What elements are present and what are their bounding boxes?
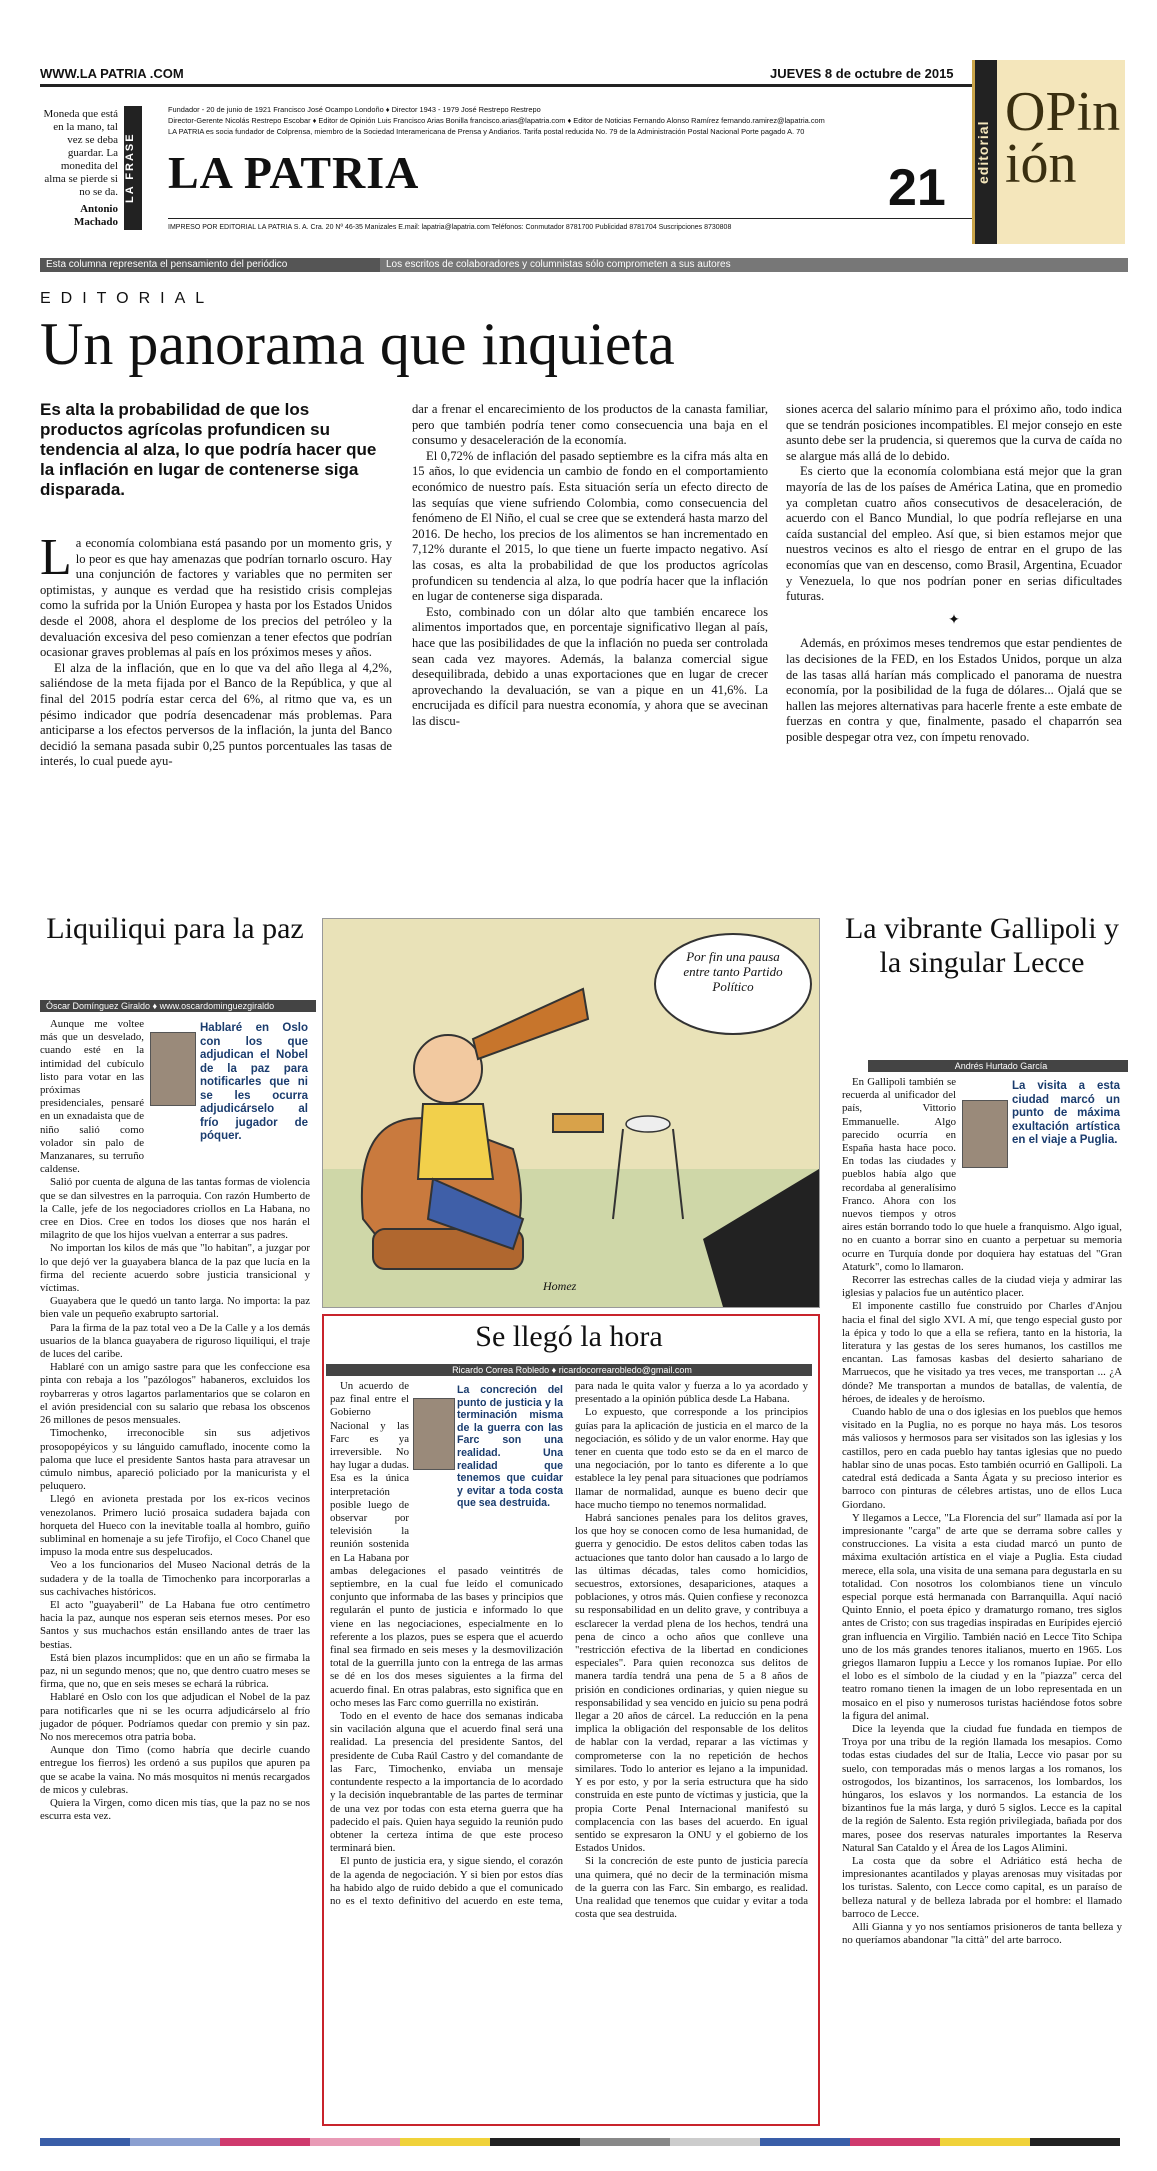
paragraph: Hablaré con un amigo sastre para que les confeccione esa pinta con rebaja a los "pazólogos" habaneros, excluidos los roybarreras y otros lagartos parlamentarios que se colaron en el avión presidencial con su salario que rebasa los obscenos 26 millones de pesos mensuales. [40,1361,310,1427]
editorial-col-3 [786,402,1122,745]
sellego-body [330,1380,808,1921]
liquiliqui-inset [150,1022,310,1170]
liquiliqui-body [40,1018,310,1823]
quote [40,108,118,229]
section-word: OPinión [1005,81,1121,195]
liquiliqui-byline: Óscar Domínguez Giraldo ♦ www.oscardominguezgiraldo [40,1000,316,1012]
issue-date: JUEVES 8 de octubre de 2015 [770,66,954,81]
paragraph: Quiera la Virgen, como dicen mis tías, que la paz no se nos escurra esta vez. [40,1796,310,1823]
editorial-col-1 [40,529,392,770]
gallipoli-pullquote: La visita a esta ciudad marcó un punto de máxima exultación artística en el viaje a Puglia. [1012,1080,1120,1146]
paragraph: Habrá sanciones penales para los delitos graves, los que hoy se conocen como de lesa humanidad, de guerra y genocidio. De estos delitos caben todas las actuaciones que tanto dolor han causado a lo largo de las últimas décadas, tales como homicidios, secuestros, extorsiones, desapariciones, ataques a poblaciones, y otros más. Quien confiese y reconozca su responsabilidad en un delito grave, y contribuya a esclarecer la verdad plena de los hechos, tendrá una pena de cinco a ocho años que conlleve una "restricción efectiva de la libertad en condiciones especiales". Para quien reconozca sus delitos de manera tardía tendrá una pena de 5 a 8 años de prisión en condiciones ordinarias, y quien niegue su responsabilidad y sea vencido en juicio su pena podrá llegar a 20 años de cárcel. La reducción en la pena implica la obligación del responsable de los delitos de hablar con la verdad, reparar a las víctimas y comprometerse con la no repetición de hechos similares. Todo lo anterior es lejano a la impunidad. Y es por esto, y por la seria estructura que ha sido construida en este punto de víctimas y justicia, que la propia Corte Penal Internacional manifestó su complacencia con las bases del acuerdo. En igual sentido se expresaron la ONU y el gobierno de los Estados Unidos. [575,1512,808,1855]
paragraph: No importan los kilos de más que "lo habitan", a juzgar por lo que dejó ver la guayabera blanca de la paz que lucía en la firma del reciente acuerdo sobre justicia transicional y víctimas. [40,1242,310,1295]
paragraph: La costa que da sobre el Adriático está hecha de impresionantes acantilados y playas arenosas muy visitadas por los turistas. Salento, con Lecce como capital, es un paraíso de belleza natural y de belleza labrada por el hombre: el llamado barroco de Lecce. [842,1854,1122,1920]
section-vertical-label: editorial [975,60,997,244]
gallipoli-byline: Andrés Hurtado García [868,1060,1128,1072]
paragraph: Está bien plazos incumplidos: que en un año se firmaba la paz, ni un segundo menos; que no, que dentro cuatro meses se firma, que no, que en seis meses se echará la rúbrica. [40,1651,310,1691]
paragraph: Y llegamos a Lecce, "La Florencia del sur" llamada así por la impresionante "carga" de arte que se derrama sobre calles y construcciones. La visita a esta ciudad marcó un punto de máxima exultación artística en el viaje a Puglia. Esta ciudad merece, ella sola, una visita de una semana para degustarla en su totalidad. Con nosotros los colombianos tiene un vínculo especial porque está hermanada con Barranquilla. Aquí nació Quinto Ennio, el poeta épico y dramaturgo romano, tres siglos antes de Cristo; con sus tragedias inspiradas en Eurípides ejerció gran influencia en Virgilio. También nació en Lecce Tito Schipa uno de los más grandes tenores italianos, muerto en 1965. Los griegos llamaron Iuppiu a Lecce y los romanos Iupiae. Por ello el lobo es el símbolo de la ciudad y en la "piazza" cerca del teatro romano tienen la imagen de un lobo representada en un mosaico en el piso y numerosos turistas haciéndose fotos sobre la figura del animal. [842,1511,1122,1722]
liquiliqui-title: Liquiliqui para la paz [46,912,304,945]
sellego-byline: Ricardo Correa Robledo ♦ ricardocorrearobledo@gmail.com [326,1364,812,1376]
credits-line-3: LA PATRIA es socia fundador de Colprensa, miembro de la Sociedad Interamericana de Prensa y Andiarios. Tarifa postal reducida No. 79 de la Administración Postal Nacional Porte pagado A. 70 [168,127,805,136]
paragraph: El imponente castillo fue construido por Charles d'Anjou hacia el final del siglo XVI. A mí, que tengo especial gusto por la épica y todo lo que a ella se refiera, tanto en la historia, la literatura y las gestas de los seres humanos, los castillos me encantan. Las famosas kasbas del desierto sahariano de Marruecos, que he visitado ya tres veces, me transportan ... ¿A dónde? Me transportan a mundos de batallas, de valentía, de héroes, de ideales y de heroísmo. [842,1300,1122,1405]
liquiliqui-pullquote: Hablaré en Oslo con los que adjudican el Nobel de la paz para notificarles que ni se les ocurra adjudicárselo al frío jugador de póquer. [200,1022,308,1142]
paragraph: Salió por cuenta de alguna de las tantas formas de violencia que se dan silvestres en la parroquia. Con razón Humberto de la Calle, jefe de los negociadores criollos en La Habana, no cree en Dios. Cree en todos los dioses que nos harán el milagrito de que los hijos vuelvan a enterrar a sus padres. [40,1176,310,1242]
opinion-section-box [972,60,1125,244]
print-color-strip [40,2138,1120,2146]
credits [168,104,978,137]
impreso-line: IMPRESO POR EDITORIAL LA PATRIA S. A. Cra. 20 Nº 46-35 Manizales E.mail: lapatria@lapatria.com Teléfonos: Conmutador 8781700 Publicidad 8781704 Suscripciones 8730808 [168,224,732,231]
paragraph: El punto de justicia era, y sigue siendo, el corazón de la agenda de negociación. Y si bien por estos días ha habido algo de ruido debido a que el comunicado no es el texto definitivo del acuerdo en este tema, para nada le quita valor y fuerza a lo ya acordado y presentado a la opinión pública desde La Habana. [330,1380,808,1907]
author-photo [962,1100,1008,1168]
credits-line-2: Director-Gerente Nicolás Restrepo Escobar ♦ Editor de Opinión Luis Francisco Arias Bonilla francisco.arias@lapatria.com ♦ Editor de Noticias Fernando Alonso Ramírez fernando.ramirez@lapatria.com [168,116,825,125]
paragraph: Alli Gianna y yo nos sentíamos prisioneros de tanta belleza y no queríamos abandonar "la città" del arte barroco. [842,1921,1122,1947]
editorial-kicker: EDITORIAL [40,290,215,307]
cartoon [322,918,820,1308]
editorial-col-2 [412,402,768,729]
paragraph: Si la concreción de este punto de justicia parecía una quimera, qué no decir de la terminación misma de la guerra con las Farc. Sin embargo, es realidad. Una realidad que tenemos que cuidar y evitar a toda costa que sea destruida. [575,1855,808,1921]
paragraph: Dice la leyenda que la ciudad fue fundada en tiempos de Troya por una tribu de la región llamada los mesapios. Como todas estas ciudades del sur de Italia, Lecce vio pasar por su suelo, con temporadas más o menos largas a los romanos, los ostrogodos, los bizantinos, los sarracenos, los lombardos, los húngaros, los eslavos y los normandos. La estancia de los bizantinos fue la más larga, y duró 5 siglos. Lecce es la capital de la región de Salento. Esta región privilegiada, bañada por dos mares, posee dos reservas naturales importantes la Reserva Natural San Cataldo y el Área de los Lagos Alimini. [842,1722,1122,1854]
masthead-logo: LA PATRIA [168,147,420,198]
paragraph: Para la firma de la paz total veo a De la Calle y a los demás usuarios de la blanca guayabera de riguroso liquiliqui, el traje de luces del caribe. [40,1321,310,1361]
page-number: 21 [888,159,946,217]
paragraph: Un acuerdo de paz final entre el Gobierno Nacional y las Farc es ya irreversible. No hay lugar a dudas. Esa es la única interpretación posible luego de observar por televisión la reunión sostenida en La Habana por ambas delegaciones el pasado veintitrés de septiembre, en la cual fue leído el comunicado conjunto que informaba de las bases y principios que regularán el punto de justicia e informado lo que viene en las negociaciones, especialmente en lo referente a los plazos, pues se espera que el acuerdo final sea firmado en seis meses y la desmovilización total de la guerrilla junto con la entrega de las armas se dé en los dos meses siguientes a la firma del acuerdo final. En otras palabras, esto significa que en ocho meses las Farc como guerrilla no existirán. [330,1380,563,1709]
sellego-title: Se llegó la hora [475,1320,663,1353]
paragraph: Veo a los funcionarios del Museo Nacional detrás de la sudadera y de la toalla de Timochenko para incorporarlas a sus cachivaches históricos. [40,1559,310,1598]
paragraph: El 0,72% de inflación del pasado septiembre es la cifra más alta en 15 años, lo que evidencia un cambio de fondo en el comportamiento económico de nuestro país. Esta situación sería un efecto directo de las sequías que viene sufriendo Colombia, como consecuencia del fenómeno de El Niño, el cual se cree que se extenderá hasta marzo del 2016. De hecho, los precios de los alimentos se han incrementado en 7,12% durante el 2015, lo que tiene un fuerte impacto negativo. Así las cosas, es alta la probabilidad de que los productos agrícolas profundicen su tendencia al alza, lo que podría hacer que la inflación en lugar de contenerse siga disparada. [412,448,768,604]
sellego-pullquote: La concreción del punto de justicia y la terminación misma de la guerra con las Farc son una realidad. Una realidad que tenemos que cuidar y evitar a toda costa que sea destruida. [457,1384,563,1510]
site-url[interactable]: WWW.LA PATRIA .COM [40,66,184,81]
paragraph: Aunque me voltee más que un desvelado, cuando esté en la intimidad del cubículo listo para votar en las próximas presidenciales, pensaré en un exnadaista que de niño salió como volador sin palo de Manzanares, su terruño caldense. [40,1018,144,1176]
cartoon-speech-bubble: Por fin una pausa entre tanto Partido Político [683,949,783,994]
paragraph: dar a frenar el encarecimiento de los productos de la canasta familiar, pero que también podría tener como consecuencia una baja en el consumo y desaceleración de la economía. [412,402,768,448]
paragraph: El acto "guayaberil" de La Habana fue otro centímetro hacia la paz, aunque nos esperan seis eternos meses. Por eso Santos y sus muchachos están ensillando antes de traer las bestias. [40,1598,310,1651]
paragraph: Llegó en avioneta prestada por los ex-ricos vecinos venezolanos. Primero lució prosaica sudadera bajada con horqueta del Hueco con la inevitable toalla al hombro, guiño subliminal en homenaje a su jefe Tirofijo, el Coco Chanel que impuso la moda entre sus despelucados. [40,1493,310,1559]
cartoon-signature: Homez [543,1279,577,1293]
paragraph: Cuando hablo de una o dos iglesias en los pueblos que hemos visitado en la Puglia, no es porque no haya más. Los tesoros más valiosos y hermosos para ser visitados son las iglesias y los castillos, pero en cada pueblo hay tantas iglesias que no puedo hablar sino de unas pocas. Esto también ocurrió en Gallipoli. La catedral está dedicada a Santa Ágata y su precioso interior es barroco con pinturas de célebres artistas, uno de ellos Luca Giordano. [842,1406,1122,1511]
quote-text: Moneda que está en la mano, tal vez se deba guardar. La monedita del alma se pierde si no se da. [43,108,118,198]
ornament: ✦ [948,612,960,628]
liquiliqui-article [40,1018,310,1823]
editorial-lead: Es alta la probabilidad de que los productos agrícolas profundicen su tendencia al alza, lo que podría hacer que la inflación en lugar de contenerse siga disparada. [40,400,377,499]
author-photo [150,1032,196,1106]
gallipoli-title: La vibrante Gallipoli y la singular Lecce [844,912,1120,979]
paragraph: En Gallipoli también se recuerda al unificador del país, Vittorio Emmanuelle. Algo parecido ocurría en España hasta hace poco. En todas las ciudades y pueblos había algo que recordaba al generalísimo Franco. Ahora con los nuevos tiempos y otros aires están borrando todo lo que huele a franquismo. Algo igual, no en cuanto a borrar sino en cuanto a perpetuar su memoria ocurre en Turquía donde por doquiera hay estatuas del "Gran Ataturk", como lo llamaron. [842,1076,1122,1273]
quote-author: Antonio Machado [74,203,118,228]
paragraph: El alza de la inflación, que en lo que va del año llega al 4,2%, saliéndose de la meta fijada por el Banco de la República, y que al final del 2015 podría estar cerca del 6%, al ritmo que va, es un pésimo indicador que podría desencadenar más problemas. Para anticiparse a los efectos perversos de la inflación, la junta del Banco decidió la semana pasada subir 0,25 puntos porcentuales las tasas de interés, lo cual puede ayu- [40,660,392,769]
paragraph: Hablaré en Oslo con los que adjudican el Nobel de la paz para notificarles que ni se les ocurra adjudicárselo al frío jugador de póquer. Podríamos quedar con premio y sin paz. No nos merecemos otra patria boba. [40,1691,310,1743]
paragraph: Lo expuesto, que corresponde a los principios guías para la aplicación de justicia en el marco de la negociación, es sólido y de un valor enorme. Hay que tener en cuenta que todo esto se da en el marco de una negociación, por lo tanto es diferente a lo que establece la ley penal para situaciones que podríamos llamar de normalidad, aunque es bueno decir que hace mucho tiempo no tenemos normalidad. [575,1406,808,1511]
paragraph: Guayabera que le quedó un tanto larga. No importa: la paz bien vale un pequeño exabrupto sartorial. [40,1295,310,1321]
paragraph: Timochenko, irreconocible sin sus adjetivos prosopopéyicos y su lánguido camuflado, inocente como la paloma que luce el presidente Santos hasta para atravesar un cúmulo nimbus, apareció policiado por la manicurista y el peluquero. [40,1427,310,1493]
bar-right: Los escritos de colaboradores y columnistas sólo comprometen a sus autores [380,258,1128,272]
gallipoli-inset [962,1080,1122,1212]
paragraph: La economía colombiana está pasando por un momento gris, y lo peor es que hay amenazas que podrían tornarlo oscuro. Hay una conjunción de factores y variables que no permiten ser optimistas, y aunque es verdad que ha resistido crisis complejas como la sufrida por la Unión Europea y hasta por los Estados Unidos desde el 2008, ahora el desplome de los precios del petróleo y la devaluación excesiva del peso comienzan a tener efectos que podrían ocasionar graves problemas al país en los próximos meses y años. [40,529,392,660]
frase-label: LA FRASE [124,106,142,230]
paragraph: Además, en próximos meses tendremos que estar pendientes de las decisiones de la FED, en los Estados Unidos, porque un alza de las tasas allá harían más complicado el panorama de nuestra economía, por la posibilidad de la fuga de dólares... Ojalá que se hallen las mejores alternativas para hacerle frente a este embate de fuerzas en contra y que, finalmente, pasado el chaparrón sea posible despegar otra vez, con ímpetu renovado. [786,636,1122,744]
paragraph: Aunque don Timo (como habría que decirle cuando entregue los fierros) les ordenó a sus pupilos que apuren pa que se acabe la vaina. No más mosquitos ni menús recargados de micos y culebras. [40,1744,310,1796]
editorial-headline: Un panorama que inquieta [40,311,675,377]
bar-left: Esta columna representa el pensamiento del periódico [40,258,382,272]
sellego-inset [413,1384,563,1560]
paragraph: Es cierto que la economía colombiana está mejor que la gran mayoría de las de los países de América Latina, que en promedio ya completan cuatro años consecutivos de desaceleración, de acuerdo con el Banco Mundial, lo que podría reflejarse en una caída sustancial del empleo. Así que, si bien estamos mejor que nuestros vecinos es alto el riesgo de entrar en el grupo de las economías que van en descenso, como Brasil, Argentina, Ecuador y Venezuela, lo que nos podrían poner en serias dificultades futuras. [786,464,1122,604]
paragraph: Esto, combinado con un dólar alto que también encarece los alimentos importados que, en porcentaje significativo llegan al país, hace que las posibilidades de que la inflación no pueda ser controlada sean cada vez mayores. Además, la balanza comercial sigue desequilibrada, debido a unas exportaciones que en lugar de crecer aprovechando la devaluación, se van a pique en un 41,6%. La encrucijada es difícil para nuestra economía, y ahora que se avecinan las discu- [412,604,768,728]
paragraph: Todo en el evento de hace dos semanas indicaba sin vacilación alguna que el acuerdo final será una realidad. La presencia del presidente Santos, del presidente de Cuba Raúl Castro y del comandante de las Farc, Timochenko, enviaba un mensaje contundente respecto a la importancia de lo acordado y la decisión inquebrantable de las partes de terminar de una vez por todas con esta eterna guerra que ha padecido el país. Quien haya seguido la reunión pudo obtener la certeza íntima de que este proceso terminará bien. [330,1710,563,1855]
author-photo [413,1398,455,1470]
credits-line-1: Fundador - 20 de junio de 1921 Francisco José Ocampo Londoño ♦ Director 1943 - 1979 José Restrepo Restrepo [168,105,541,114]
paragraph: Recorrer las estrechas calles de la ciudad vieja y admirar las iglesias y palacios fue un auténtico placer. [842,1274,1122,1300]
paragraph: siones acerca del salario mínimo para el próximo año, todo indica que se tendrán posiciones incompatibles. El mejor consejo en este asunto debe ser la prudencia, si queremos que la curva de caída no se alargue más allá de lo debido. [786,402,1122,463]
gallipoli-body [842,1076,1122,1947]
